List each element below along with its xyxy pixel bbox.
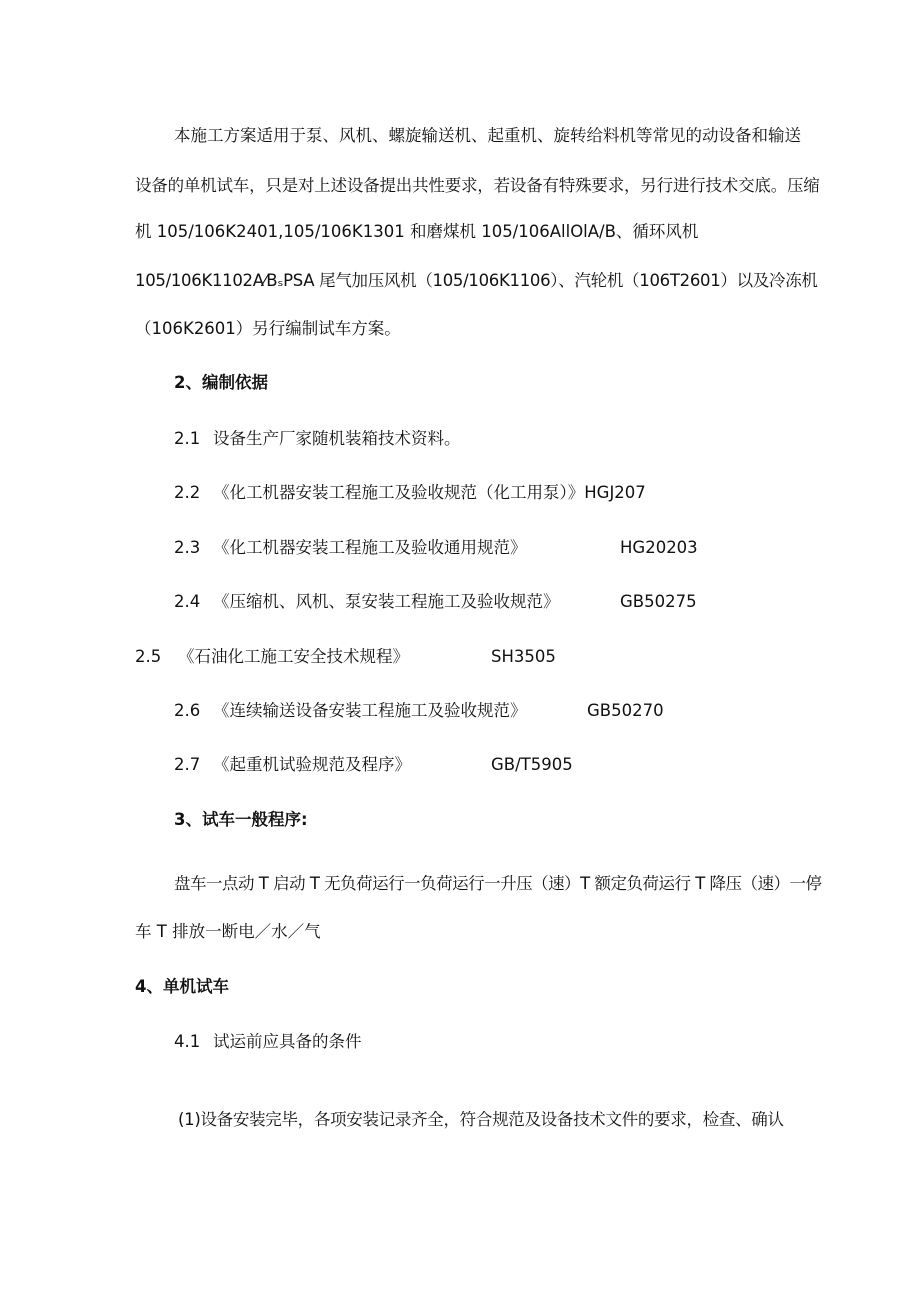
intro-line-5: （106K2601）另行编制试车方案。 [135, 319, 401, 338]
reference-number: 2.3 [174, 538, 201, 557]
subsection-title: 试运前应具备的条件 [213, 1032, 362, 1051]
intro-line-1: 本施工方案适用于泵、风机、螺旋输送机、起重机、旋转给料机等常见的动设备和输送 [174, 126, 801, 145]
reference-code: SH3505 [491, 647, 556, 666]
reference-item [174, 428, 461, 450]
section-3-heading: 3、试车一般程序: [174, 810, 308, 829]
procedure-line-1: 盘车一点动 T 启动 T 无负荷运行一负荷运行一升压（速）T 额定负荷运行 T 降压（速）一停 [174, 874, 822, 893]
intro-line-4: 105/106K1102A⁄BₛPSA 尾气加压风机（105/106K1106）、汽轮机（106T2601）以及冷冻机 [135, 271, 818, 290]
reference-code: GB/T5905 [491, 755, 573, 774]
section-2-heading: 2、编制依据 [174, 373, 268, 392]
intro-line-3: 机 105/106K2401,105/106K1301 和磨煤机 105/106AllOlA/B、循环风机 [135, 222, 699, 241]
subsection-4-1 [174, 1031, 362, 1053]
reference-code: GB50275 [620, 592, 697, 611]
reference-title: 设备生产厂家随机装箱技术资料。 [213, 429, 461, 448]
procedure-line-2: 车 T 排放一断电／水／气 [135, 922, 321, 941]
reference-item [174, 482, 646, 504]
reference-item [174, 537, 698, 559]
reference-title: 《连续输送设备安装工程施工及验收规范》 [213, 701, 527, 720]
reference-number: 2.6 [174, 701, 201, 720]
condition-item-1: (1)设备安装完毕，各项安装记录齐全，符合规范及设备技术文件的要求，检查、确认 [178, 1110, 784, 1129]
reference-title: 《石油化工施工安全技术规程》 [178, 647, 409, 666]
reference-number: 2.2 [174, 483, 201, 502]
reference-item [135, 646, 556, 668]
subsection-number: 4.1 [174, 1032, 201, 1051]
reference-title: 《压缩机、风机、泵安装工程施工及验收规范》 [213, 592, 560, 611]
reference-title: 《化工机器安装工程施工及验收规范（化工用泵）》HGJ207 [213, 483, 646, 502]
reference-item [174, 754, 573, 776]
reference-number: 2.7 [174, 755, 201, 774]
reference-item [174, 591, 697, 613]
reference-title: 《化工机器安装工程施工及验收通用规范》 [213, 538, 527, 557]
reference-title: 《起重机试验规范及程序》 [213, 755, 411, 774]
reference-code: GB50270 [587, 701, 664, 720]
section-4-heading: 4、单机试车 [135, 977, 229, 996]
reference-item [174, 700, 664, 722]
reference-number: 2.4 [174, 592, 201, 611]
reference-code: HG20203 [620, 538, 698, 557]
intro-line-2: 设备的单机试车，只是对上述设备提出共性要求，若设备有特殊要求，另行进行技术交底。压缩 [135, 176, 820, 195]
reference-number: 2.1 [174, 429, 201, 448]
reference-number: 2.5 [135, 647, 162, 666]
